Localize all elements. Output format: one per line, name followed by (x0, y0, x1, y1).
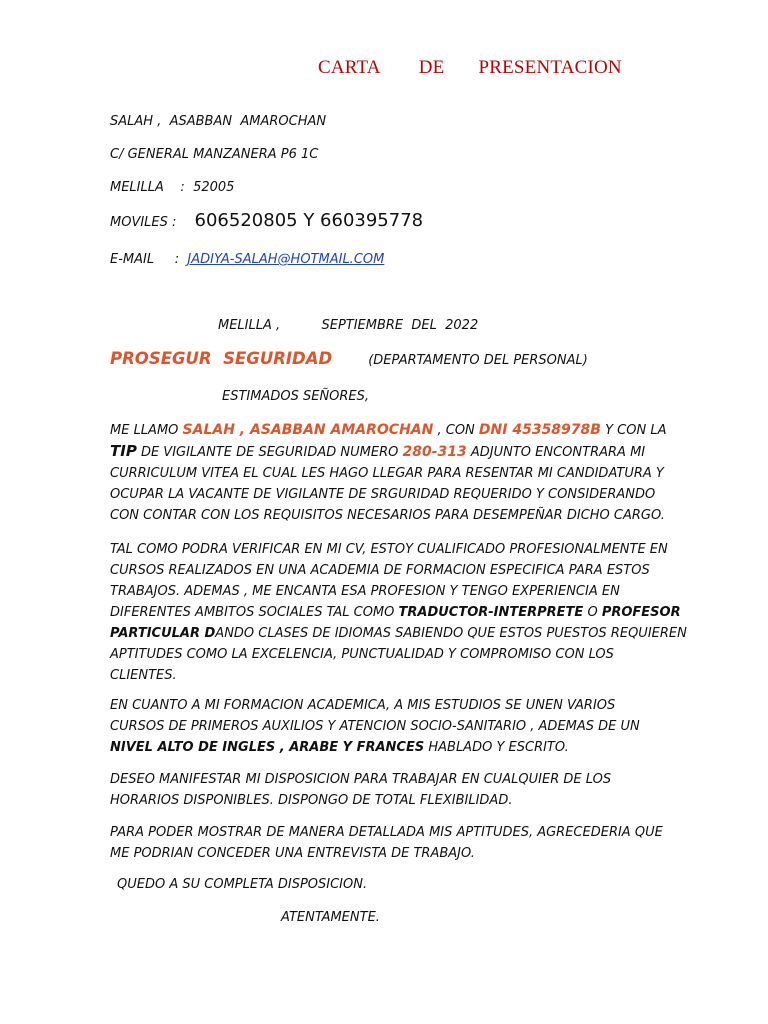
closing-line: QUEDO A SU COMPLETA DISPOSICION. (117, 877, 368, 892)
email-label: E-MAIL : (110, 252, 188, 267)
date-line: MELILLA , SEPTIEMBRE DEL 2022 (218, 318, 479, 333)
tip-number: 280-313 (402, 444, 467, 460)
greeting: ESTIMADOS SEÑORES, (222, 389, 370, 404)
language-level: NIVEL ALTO DE INGLES , ARABE Y FRANCES (110, 740, 425, 755)
experience-text: ANDO CLASES DE IDIOMAS SABIENDO QUE ESTOS PUESTOS REQUIEREN (215, 626, 687, 641)
signoff: ATENTAMENTE. (281, 910, 380, 925)
sender-city (110, 180, 234, 195)
interview-line: PARA PODER MOSTRAR DE MANERA DETALLADA MIS APTITUDES, AGRECEDERIA QUE (110, 825, 663, 840)
role-teacher-cont: PARTICULAR D (110, 626, 216, 641)
role-translator: TRADUCTOR-INTERPRETE (398, 605, 584, 620)
experience-line: TAL COMO PODRA VERIFICAR EN MI CV, ESTOY CUALIFICADO PROFESIONALMENTE EN (110, 542, 668, 557)
intro-paragraph (110, 420, 670, 526)
availability-paragraph (110, 769, 670, 811)
sender-email (110, 252, 384, 267)
intro-text: DE VIGILANTE DE SEGURIDAD NUMERO (136, 445, 403, 460)
sender-phones (110, 210, 423, 231)
phones-label: MOVILES : (110, 215, 181, 230)
education-line: EN CUANTO A MI FORMACION ACADEMICA, A MIS ESTUDIOS SE UNEN VARIOS (110, 698, 616, 713)
education-paragraph (110, 695, 670, 758)
recipient-line (110, 349, 588, 368)
city-label: MELILLA : (110, 180, 194, 195)
intro-line: CON CONTAR CON LOS REQUISITOS NECESARIOS PARA DESEMPEÑAR DICHO CARGO. (110, 508, 665, 523)
experience-paragraph (110, 539, 687, 686)
experience-text: O (583, 605, 602, 620)
recipient-company: PROSEGUR SEGURIDAD (110, 349, 333, 368)
experience-line: APTITUDES COMO LA EXCELENCIA, PUNCTUALIDAD Y COMPROMISO CON LOS (110, 647, 614, 662)
phone-numbers: 606520805 Y 660395778 (194, 210, 424, 231)
sender-name: SALAH , ASABBAN AMAROCHAN (110, 114, 327, 129)
interview-paragraph (110, 822, 670, 864)
role-teacher: PROFESOR (601, 605, 681, 620)
dni-number: DNI 45358978B (478, 422, 601, 438)
email-link[interactable]: JADIYA-SALAH@HOTMAIL.COM (187, 252, 385, 267)
interview-line: ME PODRIAN CONCEDER UNA ENTREVISTA DE TRABAJO. (110, 846, 475, 861)
intro-line: OCUPAR LA VACANTE DE VIGILANTE DE SRGURIDAD REQUERIDO Y CONSIDERANDO (110, 487, 656, 502)
title-word-presentacion: PRESENTACION (478, 57, 622, 78)
intro-text: ME LLAMO (110, 423, 183, 438)
experience-text: DIFERENTES AMBITOS SOCIALES TAL COMO (110, 605, 399, 620)
sender-address: C/ GENERAL MANZANERA P6 1C (110, 147, 319, 162)
tip-label: TIP (110, 442, 137, 460)
experience-line: TRABAJOS. ADEMAS , ME ENCANTA ESA PROFESION Y TENGO EXPERIENCIA EN (110, 584, 620, 599)
intro-text: Y CON LA (600, 423, 667, 438)
availability-line: DESEO MANIFESTAR MI DISPOSICION PARA TRABAJAR EN CUALQUIER DE LOS (110, 772, 612, 787)
title-word-carta: CARTA (318, 57, 381, 78)
title-word-de: DE (418, 57, 445, 78)
intro-line: CURRICULUM VITEA EL CUAL LES HAGO LLEGAR PARA RESENTAR MI CANDIDATURA Y (110, 466, 664, 481)
availability-line: HORARIOS DISPONIBLES. DISPONGO DE TOTAL FLEXIBILIDAD. (110, 793, 513, 808)
experience-line: CURSOS REALIZADOS EN UNA ACADEMIA DE FORMACION ESPECIFICA PARA ESTOS (110, 563, 650, 578)
education-text: HABLADO Y ESCRITO. (424, 740, 569, 755)
education-line: CURSOS DE PRIMEROS AUXILIOS Y ATENCION SOCIO-SANITARIO , ADEMAS DE UN (110, 719, 640, 734)
postal-code: 52005 (193, 180, 235, 195)
intro-text: , CON (433, 423, 479, 438)
intro-text: ADJUNTO ENCONTRARA MI (466, 445, 646, 460)
experience-line: CLIENTES. (110, 668, 177, 683)
applicant-name: SALAH , ASABBAN AMAROCHAN (182, 422, 434, 438)
recipient-department: (DEPARTAMENTO DEL PERSONAL) (368, 353, 588, 368)
letter-title (318, 57, 622, 79)
